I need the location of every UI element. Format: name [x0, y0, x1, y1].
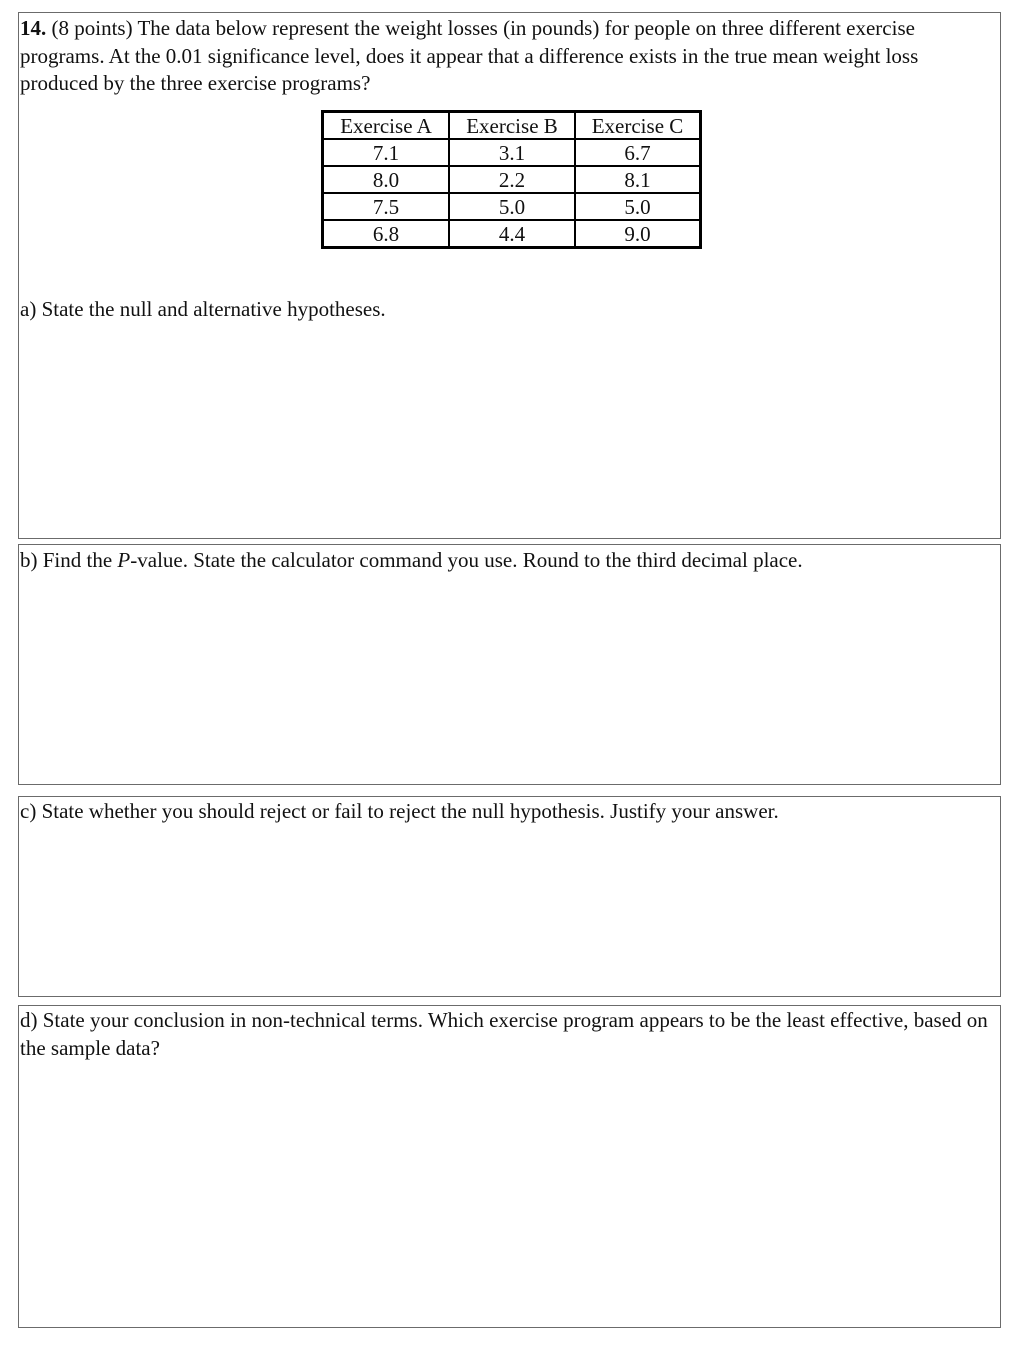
table-cell: 9.0 [575, 220, 701, 248]
table-cell: 6.8 [323, 220, 450, 248]
part-d-answer-box[interactable] [18, 1005, 1001, 1328]
part-a-prompt: a) State the null and alternative hypotheses. [20, 297, 386, 321]
table-cell: 7.5 [323, 193, 450, 220]
table-cell: 5.0 [449, 193, 575, 220]
table-cell: 6.7 [575, 139, 701, 166]
table-cell: 8.1 [575, 166, 701, 193]
part-c-prompt: c) State whether you should reject or fail to reject the null hypothesis. Justify your answer. [20, 799, 779, 823]
table-header-cell: Exercise B [449, 112, 575, 140]
table-cell: 3.1 [449, 139, 575, 166]
table-row [323, 139, 701, 166]
data-table [321, 110, 702, 249]
table-row [323, 220, 701, 248]
question-intro [19, 15, 995, 98]
table-row [323, 193, 701, 220]
question-number: 14. [20, 16, 47, 40]
part-c-answer-box[interactable] [18, 796, 1001, 997]
table-cell: 5.0 [575, 193, 701, 220]
table-cell: 7.1 [323, 139, 450, 166]
part-b-suffix: -value. State the calculator command you use. Round to the third decimal place. [130, 548, 803, 572]
table-header-cell: Exercise A [323, 112, 450, 140]
part-d-prompt: d) State your conclusion in non-technical terms. Which exercise program appears to be the least effective, based on the sample data? [20, 1008, 988, 1060]
table-row [323, 166, 701, 193]
part-b-prefix: b) Find the [20, 548, 118, 572]
part-b-italic: P [117, 548, 131, 572]
table-header-row [323, 112, 701, 140]
table-cell: 2.2 [449, 166, 575, 193]
question-main-box [18, 12, 1001, 539]
part-b-prompt [19, 547, 803, 575]
table-cell: 4.4 [449, 220, 575, 248]
question-text: (8 points) The data below represent the weight losses (in pounds) for people on three different exercise programs. At the 0.01 significance level, does it appear that a difference exists in the true mean weight loss produced by the three exercise programs? [20, 16, 919, 95]
table-header-cell: Exercise C [575, 112, 701, 140]
part-b-answer-box[interactable] [18, 544, 1001, 785]
table-cell: 8.0 [323, 166, 450, 193]
